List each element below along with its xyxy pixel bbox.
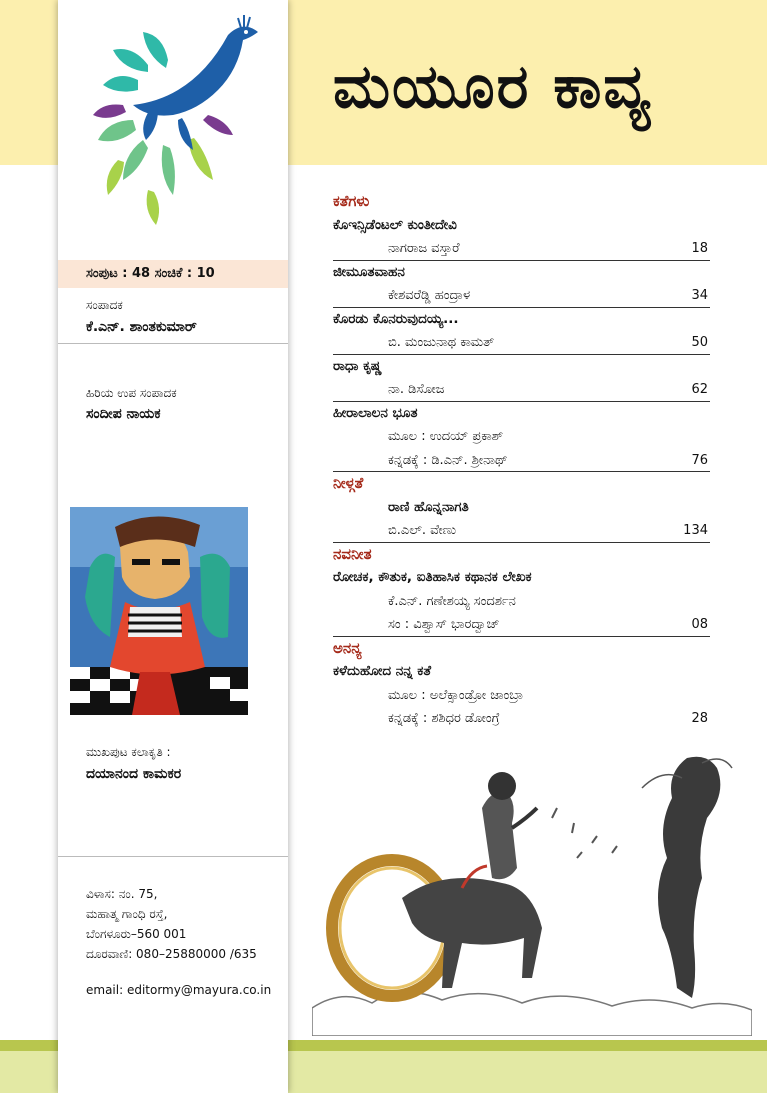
toc-entry-line[interactable]: ನಾಗರಾಜ ವಸ್ತಾರೆ 18 [333, 237, 710, 261]
section-heading: ಅನನ್ಯ [333, 638, 362, 657]
volume-issue: ಸಂಪುಟ : 48 ಸಂಚಿಕೆ : 10 [58, 260, 288, 288]
toc-entry-line: ರಾಣಿ ಹೊನ್ನನಾಗತಿ [388, 498, 469, 515]
cover-artist-name: ದಯಾನಂದ ಕಾಮಕರ [86, 766, 182, 782]
editor-name: ಕೆ.ಎನ್. ಶಾಂತಕುಮಾರ್ [86, 319, 197, 335]
toc-entry-title: ಹೀರಾಲಾಲನ ಭೂತ [333, 404, 418, 421]
cover-artwork-image [70, 507, 248, 715]
email: email: editormy@mayura.co.in [86, 983, 272, 997]
phone: ದೂರವಾಣಿ: 080–25880000 /635 [86, 947, 257, 961]
cover-artwork-label: ಮುಖಪುಟ ಕಲಾಕೃತಿ : [86, 745, 171, 759]
toc-entry-line[interactable]: ಬಿ. ಮಂಜುನಾಥ ಕಾಮತ್ 50 [333, 331, 710, 355]
toc-entry-title: ಜೀಮೂತವಾಹನ [333, 263, 405, 280]
table-of-contents [333, 190, 710, 731]
toc-entry-title: ಕೊರಡು ಕೊನರುವುದಯ್ಯ... [333, 310, 459, 327]
senior-sub-editor-name: ಸಂದೀಪ ನಾಯಕ [86, 406, 161, 422]
centaur-illustration-image [312, 748, 752, 1036]
divider [58, 856, 288, 857]
section-heading: ನೀಳ್ಗತೆ [333, 474, 364, 492]
divider [58, 343, 288, 344]
toc-entry-line[interactable]: ಸಂ : ವಿಶ್ವಾಸ್ ಭಾರದ್ವಾಜ್ 08 [333, 613, 710, 637]
page-number: 34 [691, 288, 708, 303]
masthead-sidebar [58, 0, 288, 1093]
address-line: ವಿಳಾಸ: ನಂ. 75, [86, 887, 158, 901]
page-number: 18 [691, 241, 708, 256]
page-number: 28 [691, 711, 708, 726]
page-number: 134 [683, 523, 708, 538]
magazine-title: ಮಯೂರ ಕಾವ್ಯ [333, 52, 653, 122]
toc-entry-line: ಕೆ.ಎನ್. ಗಣೇಶಯ್ಯ ಸಂದರ್ಶನ [388, 593, 516, 609]
editor-label: ಸಂಪಾದಕ [86, 298, 123, 312]
toc-entry-line: ಮೂಲ : ಉದಯ್ ಪ್ರಕಾಶ್ [388, 429, 504, 444]
toc-entry-line[interactable]: ನಾ. ಡಿಸೋಜ 62 [333, 378, 710, 402]
page-number: 50 [691, 335, 708, 350]
toc-entry-title: ಕಳೆದುಹೋದ ನನ್ನ ಕತೆ [333, 663, 432, 679]
address-block [86, 884, 271, 1000]
toc-entry-line[interactable]: ಕನ್ನಡಕ್ಕೆ : ಡಿ.ಎನ್. ಶ್ರೀನಾಥ್ 76 [333, 449, 710, 473]
toc-entry-title: ಕೊಇನ್ಸಿಡೆಂಟಲ್ ಕುಂತೀದೇವಿ [333, 216, 457, 233]
address-line: ಬೆಂಗಳೂರು–560 001 [86, 927, 187, 941]
section-heading: ನವನೀತ [333, 544, 372, 563]
page-number: 62 [691, 382, 708, 397]
senior-sub-editor-label: ಹಿರಿಯ ಉಪ ಸಂಪಾದಕ [86, 386, 177, 400]
page-number: 76 [691, 452, 708, 468]
section-heading: ಕತೆಗಳು [333, 192, 370, 210]
toc-entry-line[interactable]: ಕೇಶವರೆಡ್ಡಿ ಹಂದ್ರಾಳ 34 [333, 284, 710, 308]
toc-entry-title: ರಾಧಾ ಕೃಷ್ಣ [333, 357, 382, 374]
toc-entry-line: ಮೂಲ : ಅಲೆಕ್ಸಾಂಡ್ರೋ ಜಾಂಬ್ರಾ [388, 687, 524, 703]
address-line: ಮಹಾತ್ಮ ಗಾಂಧಿ ರಸ್ತೆ, [86, 907, 168, 921]
toc-entry-line[interactable]: ಬಿ.ಎಲ್. ವೇಣು 134 [333, 519, 710, 543]
toc-entry-title: ರೋಚಕ, ಕೌತುಕ, ಐತಿಹಾಸಿಕ ಕಥಾನಕ ಲೇಖಕ [333, 569, 532, 585]
peacock-logo-icon [78, 10, 268, 240]
page-number: 08 [691, 617, 708, 632]
toc-entry-line[interactable]: ಕನ್ನಡಕ್ಕೆ : ಶಶಿಧರ ಡೋಂಗ್ರೆ 28 [333, 707, 710, 731]
